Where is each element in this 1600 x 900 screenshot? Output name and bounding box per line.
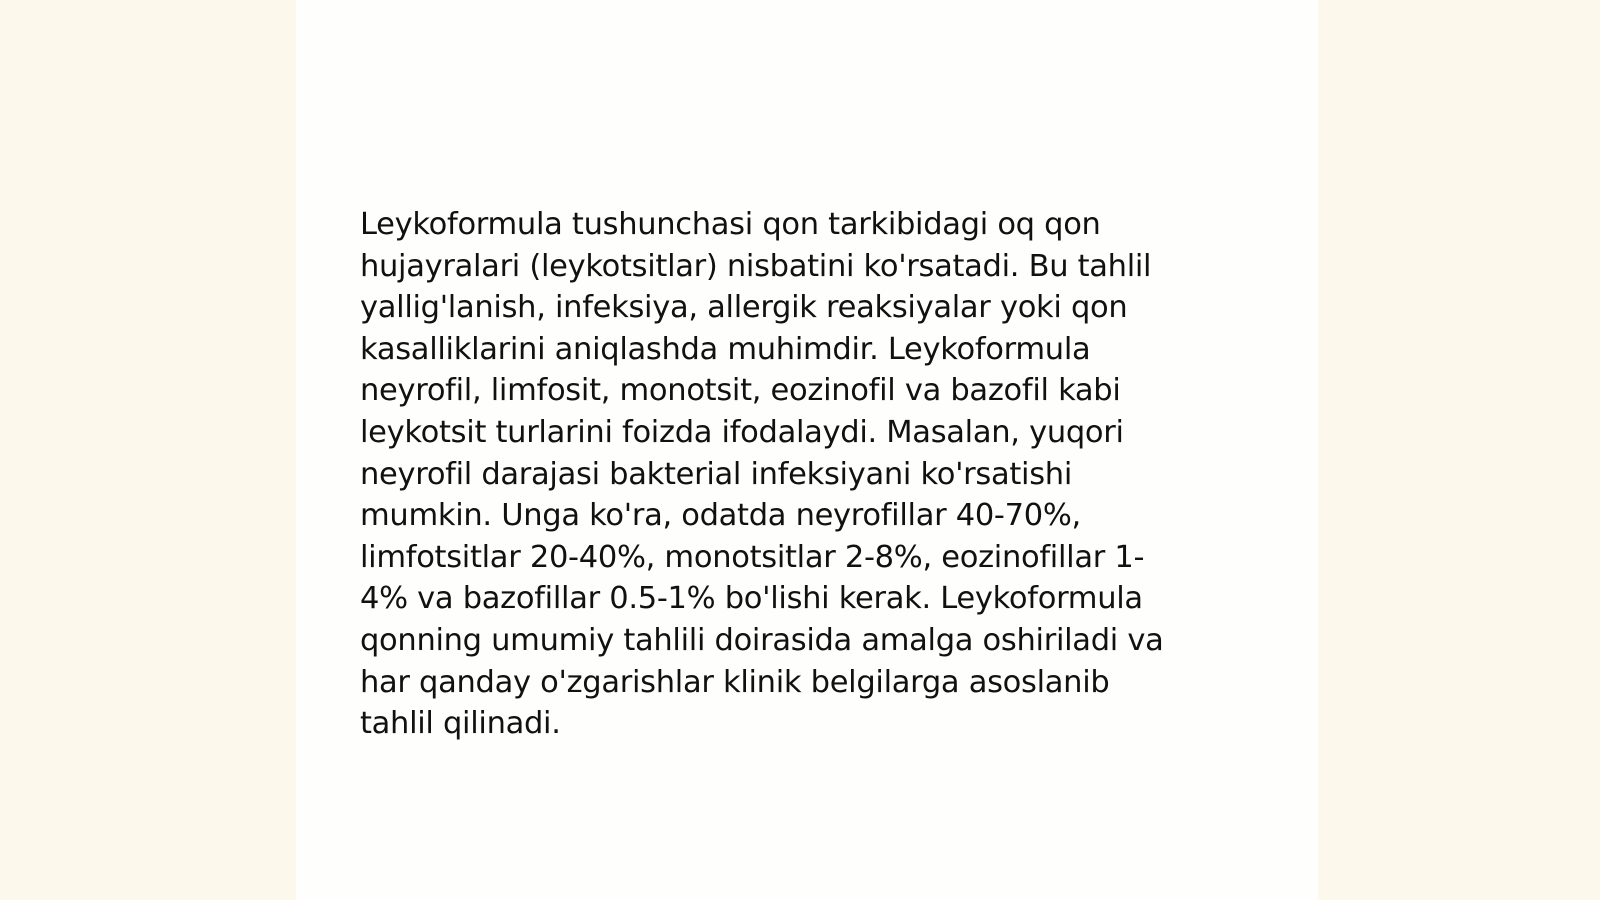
body-paragraph: Leykoformula tushunchasi qon tarkibidagi oq qon hujayralari (leykotsitlar) nisbatini ko'rsatadi. Bu tahlil yallig'lanish, infeksiya, allergik reaksiyalar yoki qon kasalliklarini aniqlashda muhimdir. Leykoformula neyrofil, limfosit, monotsit, eozinofil va bazofil kabi leykotsit turlarini foizda ifodalaydi. Masalan, yuqori neyrofil darajasi bakterial infeksiyani ko'rsatishi mumkin. Unga ko'ra, odatda neyrofillar 40-70%, limfotsitlar 20-40%, monotsitlar 2-8%, eozinofillar 1- 4% va bazofillar 0.5-1% bo'lishi kerak. Leykoformula qonning umumiy tahlili doirasida amalga oshiriladi va har qanday o'zgarishlar klinik belgilarga asoslanib tahlil qilinadi. bbox=[360, 207, 1164, 742]
document-sheet bbox=[296, 0, 1318, 900]
